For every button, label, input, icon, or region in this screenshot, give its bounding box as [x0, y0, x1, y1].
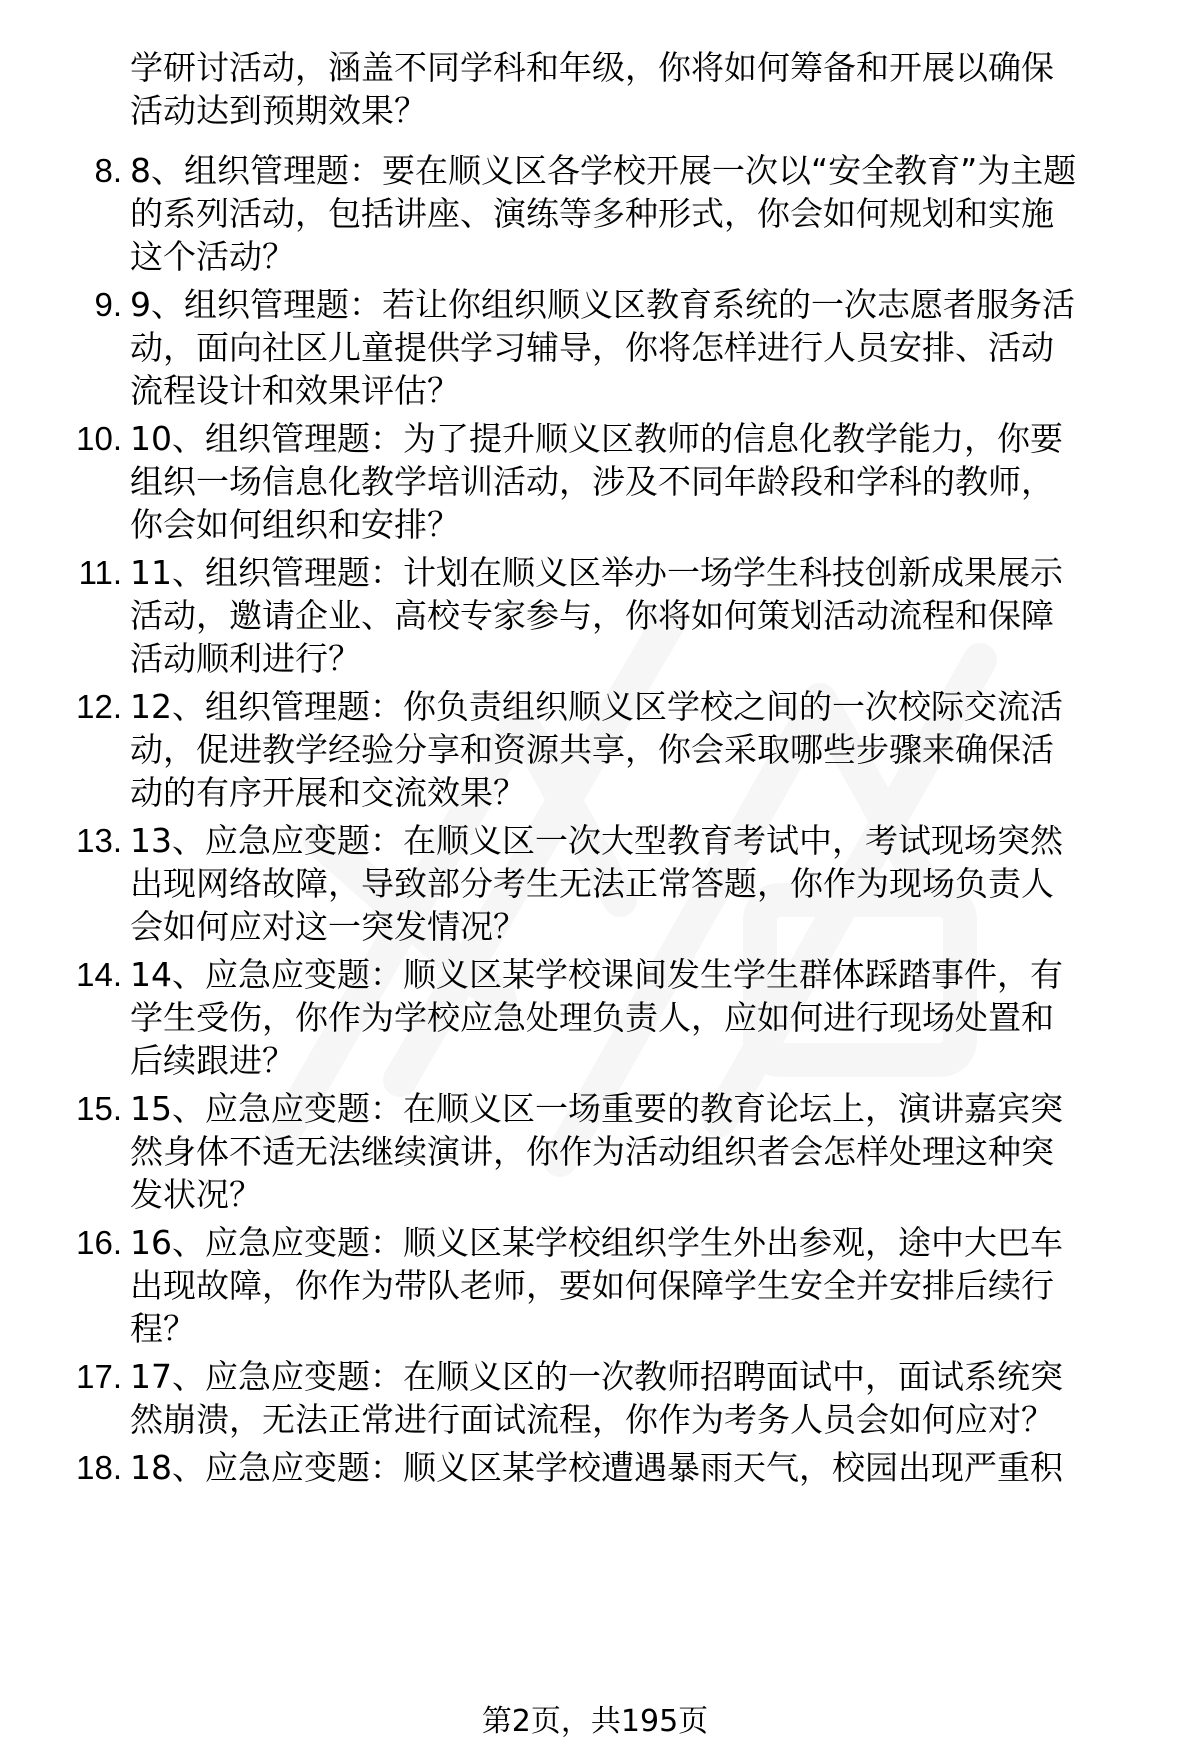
- item-text-line: 8、组织管理题：要在顺义区各学校开展一次以“安全教育”为主题: [130, 151, 1077, 190]
- item-number: 11.: [78, 554, 122, 591]
- continuation-line: 活动达到预期效果？: [130, 91, 427, 130]
- item-text-line: 14、应急应变题：顺义区某学校课间发生学生群体踩踏事件，有: [130, 955, 1063, 994]
- item-text-line: 活动顺利进行？: [130, 639, 361, 678]
- item-number: 15.: [76, 1090, 122, 1127]
- item-number: 8.: [94, 152, 122, 189]
- item-text-line: 组织一场信息化教学培训活动，涉及不同年龄段和学科的教师，: [130, 462, 1054, 501]
- item-text-line: 13、应急应变题：在顺义区一次大型教育考试中，考试现场突然: [130, 821, 1063, 860]
- item-text-line: 动的有序开展和交流效果？: [130, 773, 526, 812]
- item-text-line: 发状况？: [130, 1175, 262, 1214]
- item-text-line: 学生受伤，你作为学校应急处理负责人，应如何进行现场处置和: [130, 998, 1054, 1037]
- item-number: 17.: [76, 1358, 122, 1395]
- item-text-line: 16、应急应变题：顺义区某学校组织学生外出参观，途中大巴车: [130, 1223, 1063, 1262]
- item-text-line: 11、组织管理题：计划在顺义区举办一场学生科技创新成果展示: [130, 553, 1063, 592]
- item-text-line: 12、组织管理题：你负责组织顺义区学校之间的一次校际交流活: [130, 687, 1063, 726]
- item-number: 10.: [76, 420, 122, 457]
- item-text-line: 9、组织管理题：若让你组织顺义区教育系统的一次志愿者服务活: [130, 285, 1075, 324]
- item-text-line: 15、应急应变题：在顺义区一场重要的教育论坛上，演讲嘉宾突: [130, 1089, 1063, 1128]
- item-number: 12.: [76, 688, 122, 725]
- item-text-line: 18、应急应变题：顺义区某学校遭遇暴雨天气，校园出现严重积: [130, 1448, 1063, 1487]
- item-text-line: 然身体不适无法继续演讲，你作为活动组织者会怎样处理这种突: [130, 1132, 1054, 1171]
- item-text-line: 这个活动？: [130, 237, 295, 276]
- item-number: 9.: [94, 286, 122, 323]
- item-number: 13.: [76, 822, 122, 859]
- item-text-line: 流程设计和效果评估？: [130, 371, 460, 410]
- page-number-footer: 第2页，共195页: [481, 1704, 709, 1739]
- item-text-line: 会如何应对这一突发情况？: [130, 907, 526, 946]
- item-text-line: 10、组织管理题：为了提升顺义区教师的信息化教学能力，你要: [130, 419, 1063, 458]
- item-text-line: 动，面向社区儿童提供学习辅导，你将怎样进行人员安排、活动: [130, 328, 1054, 367]
- item-text-line: 的系列活动，包括讲座、演练等多种形式，你会如何规划和实施: [130, 194, 1054, 233]
- item-text-line: 17、应急应变题：在顺义区的一次教师招聘面试中，面试系统突: [130, 1357, 1063, 1396]
- item-text-line: 程？: [130, 1309, 196, 1348]
- item-text-line: 你会如何组织和安排？: [130, 505, 460, 544]
- continuation-line: 学研讨活动，涵盖不同学科和年级，你将如何筹备和开展以确保: [130, 48, 1054, 87]
- item-text-line: 出现网络故障，导致部分考生无法正常答题，你作为现场负责人: [130, 864, 1054, 903]
- item-text-line: 然崩溃，无法正常进行面试流程，你作为考务人员会如何应对？: [130, 1400, 1054, 1439]
- item-number: 16.: [76, 1224, 122, 1261]
- item-number: 14.: [76, 956, 122, 993]
- item-text-line: 活动，邀请企业、高校专家参与，你将如何策划活动流程和保障: [130, 596, 1054, 635]
- item-text-line: 后续跟进？: [130, 1041, 295, 1080]
- item-number: 18.: [76, 1449, 122, 1486]
- item-text-line: 出现故障，你作为带队老师，要如何保障学生安全并安排后续行: [130, 1266, 1054, 1305]
- item-text-line: 动，促进教学经验分享和资源共享，你会采取哪些步骤来确保活: [130, 730, 1054, 769]
